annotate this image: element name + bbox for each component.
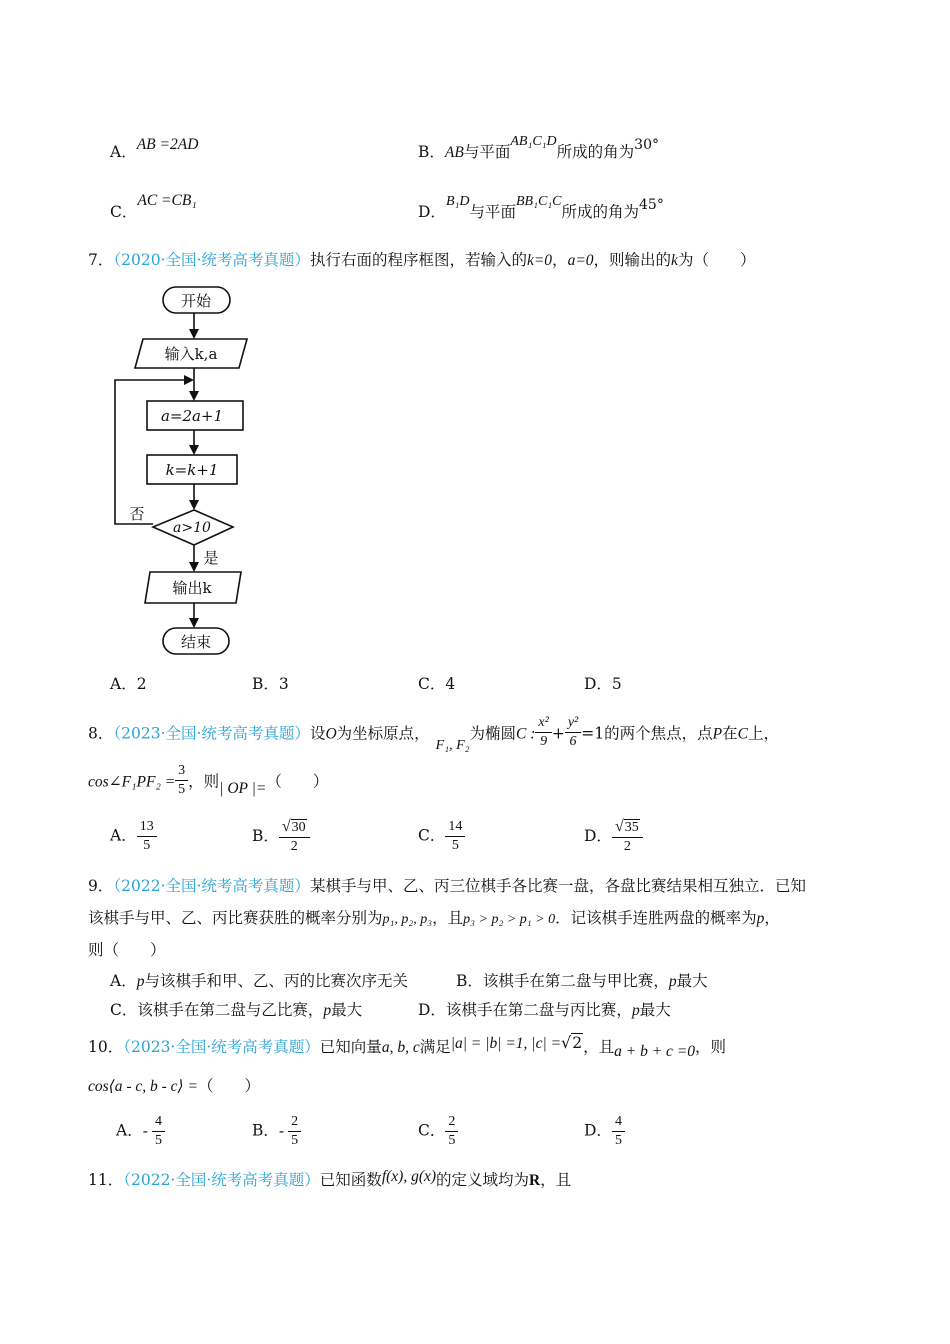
- numerator: 2: [288, 1113, 301, 1132]
- stem-math: =1: [581, 724, 605, 743]
- question-number: 9．: [88, 877, 114, 895]
- question-source: （2022·全国·统考高考真题）: [123, 1171, 320, 1189]
- stem-text: （ ）: [197, 1077, 260, 1095]
- option-text: 与平面: [469, 203, 516, 221]
- option-math: 30°: [634, 137, 659, 153]
- q10-option-b: [252, 1113, 301, 1150]
- option-label: A．: [110, 143, 137, 161]
- stem-text: 执行右面的程序框图，若输入的: [309, 251, 527, 269]
- q10-option-a: [116, 1113, 165, 1150]
- question-source: （2022·全国·统考高考真题）: [113, 877, 310, 895]
- option-math: AB: [444, 144, 464, 161]
- q7-option-c: C．4: [418, 675, 456, 693]
- stem-math: 2: [572, 1034, 583, 1052]
- stem-math: F₁, F₂: [435, 737, 470, 753]
- numerator: y²: [565, 714, 581, 733]
- yes-label: 是: [203, 549, 219, 567]
- q9-stem-line1: [88, 874, 806, 896]
- fraction: [152, 1113, 165, 1150]
- stem-text: ，: [552, 251, 568, 269]
- q9-option-c: [110, 998, 362, 1020]
- fraction: [137, 818, 157, 855]
- denominator: 5: [178, 782, 186, 797]
- fraction: [175, 762, 188, 799]
- option-label: D．: [584, 1121, 612, 1140]
- denominator: 5: [291, 1133, 299, 1148]
- stem-math: cos∠F₁PF₂ =: [88, 773, 176, 791]
- step1-label: a=2a+1: [160, 407, 224, 425]
- question-number: 7．: [88, 251, 114, 269]
- q8-option-a: [110, 818, 157, 855]
- q9-stem-line3: 则（ ）: [88, 941, 166, 959]
- q10-option-d: [584, 1113, 625, 1150]
- option-label: D．: [418, 203, 446, 221]
- option-math: p: [136, 973, 145, 990]
- option-math: BB₁C₁C: [515, 194, 562, 209]
- q9-option-a: [110, 969, 408, 991]
- option-math: B₁D: [445, 194, 470, 209]
- question-number: 10．: [88, 1038, 124, 1056]
- q7-option-d: D．5: [584, 675, 622, 693]
- q9-stem-line2: [88, 906, 780, 928]
- fraction: [445, 818, 465, 855]
- q10-option-c: [418, 1113, 458, 1150]
- option-math: AB =2AD: [136, 136, 199, 153]
- stem-text: ，则: [695, 1038, 727, 1056]
- q11-stem: [88, 1168, 571, 1190]
- flowchart: [0, 0, 300, 670]
- q6-option-b: [418, 134, 659, 162]
- option-text: D．该棋手在第二盘与丙比赛，: [418, 1001, 632, 1019]
- option-label: B．: [418, 143, 445, 161]
- option-math: AB₁C₁D: [510, 134, 557, 149]
- stem-math: f(x), g(x): [381, 1168, 437, 1185]
- stem-math: p: [756, 910, 765, 927]
- end-label: 结束: [180, 633, 212, 651]
- q8-option-b: [252, 818, 310, 856]
- stem-text: 的两个焦点，点: [604, 724, 713, 743]
- q7-option-a: A．2: [110, 675, 147, 693]
- stem-math: C: [737, 725, 748, 743]
- stem-math: R: [529, 1172, 541, 1189]
- fraction: [612, 1113, 625, 1150]
- numerator: 13: [137, 818, 157, 837]
- stem-math: a=0: [567, 252, 594, 269]
- sqrt-icon: √: [561, 1033, 572, 1052]
- fraction: [535, 714, 551, 751]
- option-math: p: [631, 1002, 640, 1019]
- stem-math: C :: [516, 725, 536, 743]
- option-label: C．: [418, 826, 446, 845]
- numerator: 3: [175, 762, 188, 781]
- option-label: B．: [252, 827, 279, 845]
- q9-option-b: [456, 969, 708, 991]
- stem-text: ，且: [540, 1171, 572, 1189]
- no-label: 否: [129, 505, 145, 523]
- condition-label: a>10: [173, 520, 211, 536]
- option-math: p: [323, 1002, 332, 1019]
- input-label: 输入k,a: [164, 345, 218, 363]
- minus-sign: -: [142, 1121, 148, 1140]
- option-text: B．该棋手在第二盘与甲比赛，: [456, 972, 669, 990]
- option-text: 最大: [676, 972, 708, 990]
- fraction: [279, 818, 310, 856]
- q10-stem-line1: [88, 1033, 727, 1060]
- numerator: 30: [291, 820, 306, 835]
- option-label: A．: [110, 826, 137, 845]
- numerator: 4: [152, 1113, 165, 1132]
- stem-math: a, b, c: [381, 1039, 420, 1056]
- option-math: AC =CB₁: [137, 192, 197, 209]
- numerator: 4: [612, 1113, 625, 1132]
- stem-text: 为椭圆: [469, 724, 517, 743]
- stem-text: 为（ ）: [677, 251, 756, 269]
- stem-text: ，则: [188, 772, 220, 791]
- q8-option-d: [584, 818, 643, 856]
- stem-math: p₁, p₂, p₃: [382, 912, 433, 927]
- denominator: 9: [540, 734, 548, 749]
- numerator: x²: [535, 714, 551, 733]
- denominator: 5: [448, 1133, 456, 1148]
- numerator: 2: [445, 1113, 458, 1132]
- stem-text: 在: [722, 724, 738, 743]
- q6-option-d: [418, 194, 664, 222]
- stem-text: 该棋手与甲、乙、丙比赛获胜的概率分别为: [88, 909, 383, 927]
- stem-text: 某棋手与甲、乙、丙三位棋手各比赛一盘，各盘比赛结果相互独立．已知: [309, 877, 806, 895]
- step2-label: k=k+1: [165, 461, 219, 479]
- sqrt-icon: √: [614, 818, 624, 835]
- option-text: 最大: [331, 1001, 363, 1019]
- stem-text: 的定义域均为: [436, 1171, 530, 1189]
- question-number: 8．: [88, 724, 114, 743]
- q7-option-b: B．3: [252, 675, 289, 693]
- q10-stem-line2: [88, 1074, 260, 1096]
- denominator: 5: [154, 1133, 162, 1148]
- option-label: A．: [110, 972, 137, 990]
- denominator: 5: [143, 838, 151, 853]
- stem-text: 已知向量: [319, 1038, 382, 1056]
- denominator: 2: [623, 839, 631, 854]
- stem-text: 满足: [419, 1038, 451, 1056]
- output-label: 输出k: [172, 579, 212, 597]
- option-label: D．: [584, 827, 612, 845]
- denominator: 2: [290, 839, 298, 854]
- stem-math: p₃ > p₂ > p₁ > 0: [463, 912, 556, 927]
- fraction: [612, 818, 643, 856]
- question-source: （2023·全国·统考高考真题）: [123, 1038, 320, 1056]
- option-text: 与该棋手和甲、乙、丙的比赛次序无关: [144, 972, 408, 990]
- start-label: 开始: [180, 292, 212, 310]
- option-label: A．: [116, 1121, 143, 1140]
- stem-text: ，且: [432, 909, 464, 927]
- stem-text: ，且: [583, 1038, 615, 1056]
- question-number: 11．: [88, 1171, 124, 1189]
- stem-math: k: [671, 252, 678, 269]
- numerator: 35: [624, 820, 639, 835]
- denominator: 5: [614, 1133, 622, 1148]
- option-label: C．: [110, 203, 138, 221]
- minus-sign: -: [278, 1121, 285, 1140]
- q9-option-d: [418, 998, 671, 1020]
- option-label: B．: [252, 1121, 279, 1140]
- stem-text: 已知函数: [319, 1171, 382, 1189]
- stem-math: a + b + c =0: [614, 1043, 696, 1060]
- numerator: 14: [445, 818, 465, 837]
- stem-math: cos⟨a - c, b - c⟩ =: [88, 1078, 198, 1095]
- option-text: 所成的角为: [561, 203, 640, 221]
- q8-stem-line2: [88, 764, 328, 801]
- q8-option-c: [418, 818, 465, 855]
- stem-text: （ ）: [266, 772, 329, 791]
- stem-math: P: [712, 725, 723, 743]
- question-source: （2023·全国·统考高考真题）: [113, 724, 310, 743]
- denominator: 5: [451, 838, 459, 853]
- option-math: 45°: [639, 197, 664, 213]
- fraction: [445, 1113, 458, 1150]
- fraction: [565, 714, 581, 751]
- option-text: 与平面: [463, 143, 511, 161]
- option-text: 所成的角为: [556, 143, 635, 161]
- stem-text: 设: [309, 724, 326, 743]
- stem-math: |a| = |b| =1, |c| =: [450, 1035, 562, 1052]
- option-text: C．该棋手在第二盘与乙比赛，: [110, 1001, 324, 1019]
- stem-text: ，: [764, 909, 780, 927]
- option-text: 最大: [639, 1001, 671, 1019]
- stem-text: 为坐标原点，: [336, 724, 430, 743]
- stem-math: +: [551, 724, 565, 743]
- stem-text: 上，: [747, 724, 779, 743]
- option-math: p: [668, 973, 677, 990]
- q8-stem-line1: [88, 716, 779, 753]
- fraction: [288, 1113, 301, 1150]
- sqrt-icon: √: [281, 818, 291, 835]
- stem-math: | OP |=: [219, 779, 267, 797]
- question-source: （2020·全国·统考高考真题）: [113, 251, 310, 269]
- stem-text: ．记该棋手连胜两盘的概率为: [555, 909, 757, 927]
- stem-math: k=0: [526, 252, 553, 269]
- denominator: 6: [569, 734, 577, 749]
- option-label: C．: [418, 1121, 446, 1140]
- stem-text: ，则输出的: [593, 251, 672, 269]
- stem-math: O: [325, 725, 337, 743]
